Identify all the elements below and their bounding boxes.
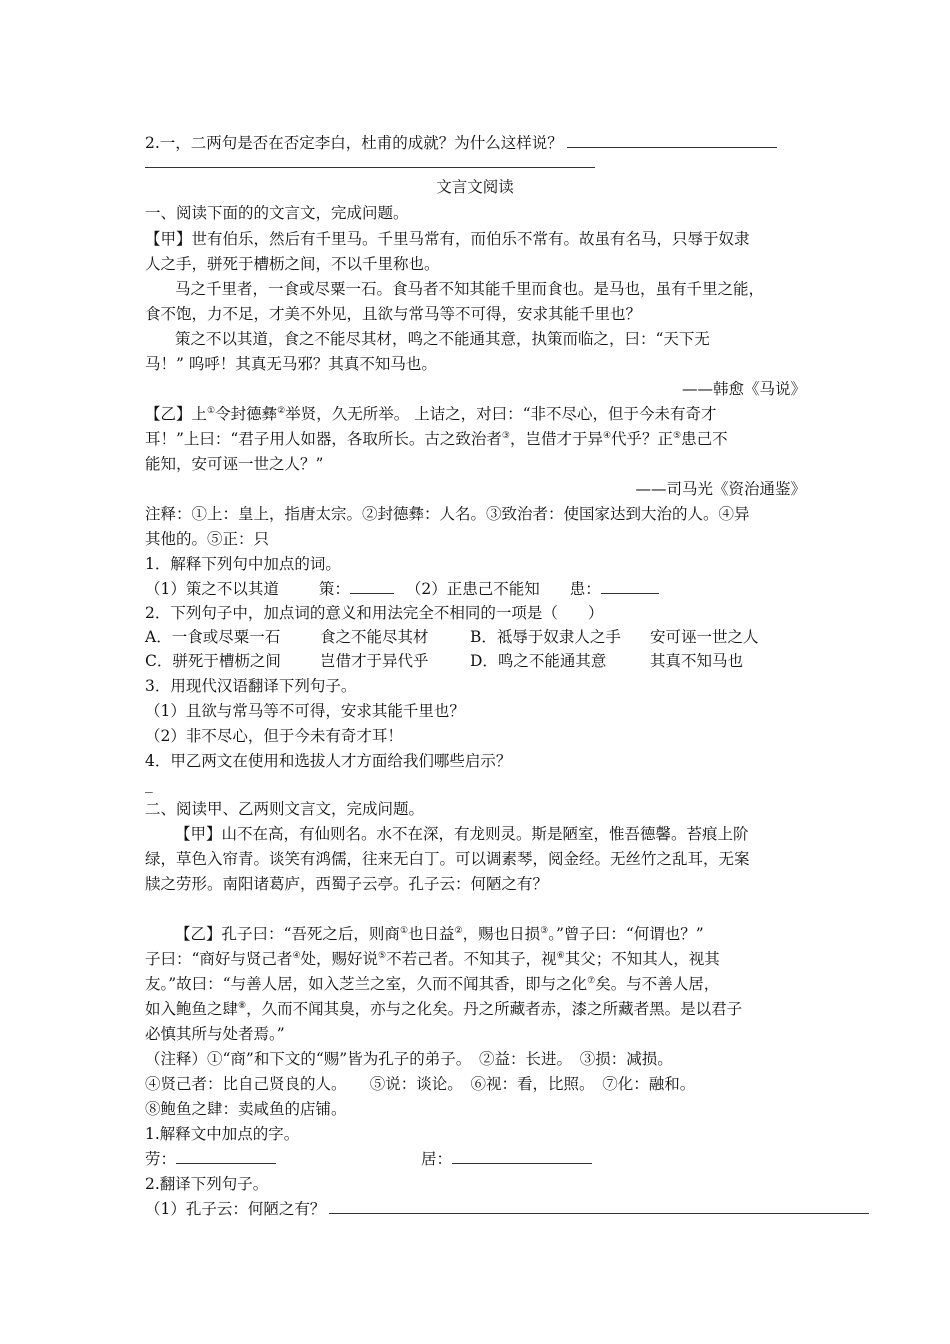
text-line: 子曰：“商好与贤己者④处，赐好说⑤不若己者。不知其子，视⑥其父；不知其人，视其 [145, 950, 720, 968]
answer-blank[interactable] [601, 579, 659, 594]
text-line: 友。”故曰：“与善人居，如入芝兰之室，久而不闻其香，即与之化⑦矣。与不善人居， [145, 975, 720, 993]
text-line: 绿，草色入帘青。谈笑有鸿儒，往来无白丁。可以调素琴，阅金经。无丝竹之乱耳，无案 [145, 850, 750, 868]
source-citation: ——司马光《资治通鉴》 [635, 480, 806, 498]
section-heading: 一、阅读下面的的文言文，完成问题。 [145, 204, 409, 222]
text-line: 【甲】山不在高，有仙则名。水不在深，有龙则灵。斯是陋室，惟吾德馨。苔痕上阶 [175, 825, 749, 843]
answer-blank[interactable] [452, 1149, 592, 1164]
answer-blank[interactable] [145, 167, 595, 168]
question: 2．下列句子中，加点词的意义和用法完全不相同的一项是（ ） [145, 604, 604, 622]
question: 1.解释文中加点的字。 [145, 1125, 300, 1143]
note-line: ⑧鲍鱼之肆：卖咸鱼的店铺。 [145, 1100, 347, 1118]
answer-blank[interactable] [350, 579, 394, 594]
question-item: （2）非不尽心，但于今未有奇才耳！ [145, 727, 403, 745]
answer-blank[interactable]: _ [145, 775, 153, 793]
source-citation: ——韩愈《马说》 [681, 380, 806, 398]
question-line: 2.一，二两句是否在否定李白，杜甫的成就？为什么这样说？ [145, 131, 777, 155]
question-item: 劳： 居： [145, 1147, 592, 1171]
option-row: C．骈死于槽枥之间 岂借才于异代乎 D．鸣之不能通其意 其真不知马也 [145, 652, 744, 670]
text-line: 人之手，骈死于槽枥之间，不以千里称也。 [145, 255, 440, 273]
answer-blank[interactable] [176, 1149, 276, 1164]
option-row: A．一食或尽粟一石 食之不能尽其材 B．祗辱于奴隶人之手 安可诬一世之人 [145, 628, 759, 646]
answer-blank[interactable] [329, 1199, 869, 1214]
text-line: 能知，安可诬一世之人？” [145, 455, 324, 473]
question: 4．甲乙两文在使用和选拔人才方面给我们哪些启示？ [145, 752, 512, 770]
text-line: 牍之劳形。南阳诸葛庐，西蜀子云亭。孔子云：何陋之有？ [145, 875, 549, 893]
section-heading: 二、阅读甲、乙两则文言文，完成问题。 [145, 800, 425, 818]
section-title: 文言文阅读 [436, 178, 514, 196]
question-item: （1）策之不以其道 策： （2）正患己不能知 患： [145, 577, 659, 601]
text-line: 必慎其所与处者焉。” [145, 1025, 285, 1043]
text-line: 【乙】孔子曰：“吾死之后，则商①也日益②，赐也日损③。”曾子曰：“何谓也？” [175, 925, 704, 943]
text-line: 策之不以其道，食之不能尽其材，鸣之不能通其意，执策而临之，曰：“天下无 [175, 330, 710, 348]
note-line: ④贤己者：比自己贤良的人。 ⑤说：谈论。 ⑥视：看，比照。 ⑦化：融和。 [145, 1075, 696, 1093]
text-line: 【甲】世有伯乐，然后有千里马。千里马常有，而伯乐不常有。故虽有名马，只辱于奴隶 [145, 230, 750, 248]
note-line: （注释）①“商”和下文的“赐”皆为孔子的弟子。 ②益：长进。 ③损：减损。 [145, 1050, 673, 1068]
note-line: 其他的。⑤正：只 [145, 530, 270, 548]
question: 1．解释下列句中加点的词。 [145, 555, 341, 573]
text-line: 【乙】上①令封德彝②举贤，久无所举。 上诘之，对曰：“非不尽心，但于今未有奇才 [145, 405, 717, 423]
text-line: 马！” 呜呼！其真无马邪？其真不知马也。 [145, 355, 437, 373]
question-item: （1）且欲与常马等不可得，安求其能千里也？ [145, 702, 465, 720]
question-item: （1）孔子云：何陋之有？ [145, 1197, 869, 1221]
text-line: 如入鲍鱼之肆⑧，久而不闻其臭，亦与之化矣。丹之所藏者赤，漆之所藏者黑。是以君子 [145, 1000, 743, 1018]
answer-blank[interactable] [567, 133, 777, 148]
text-line: 马之千里者，一食或尽粟一石。食马者不知其能千里而食也。是马也，虽有千里之能， [175, 280, 765, 298]
question: 2.翻译下列句子。 [145, 1175, 269, 1193]
question: 3．用现代汉语翻译下列句子。 [145, 677, 357, 695]
note-line: 注释：①上：皇上，指唐太宗。②封德彝：人名。③致治者：使国家达到大治的人。④异 [145, 505, 750, 523]
text-line: 食不饱，力不足，才美不外见，且欲与常马等不可得，安求其能千里也？ [145, 305, 642, 323]
text-line: 耳！”上曰：“君子用人如器，各取所长。古之致治者③，岂借才于异④代乎？正⑤患己不 [145, 430, 728, 448]
